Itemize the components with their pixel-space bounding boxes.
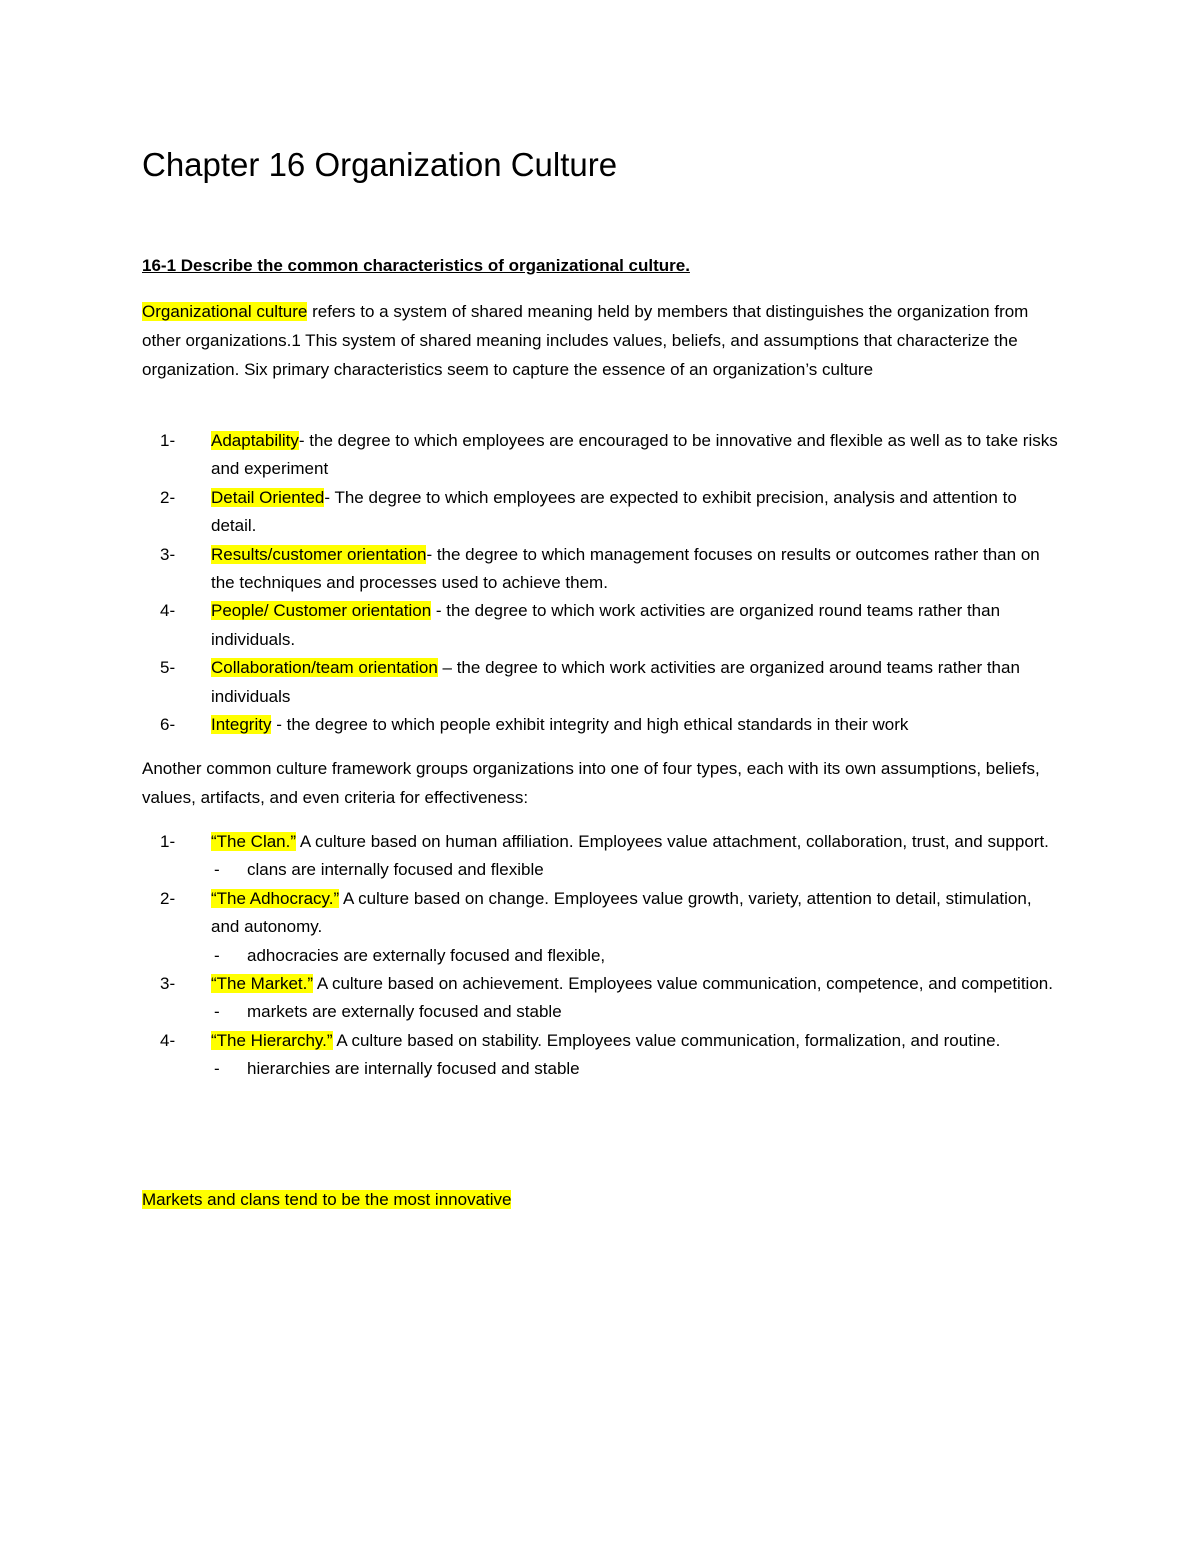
- list-item: [142, 597, 1062, 654]
- list-number: 3-: [160, 544, 176, 564]
- dash-marker: -: [214, 1002, 220, 1022]
- dash-marker: -: [214, 1059, 220, 1079]
- culture-types-list: [142, 828, 1062, 1084]
- item-description: - the degree to which people exhibit integrity and high ethical standards in their work: [271, 715, 909, 735]
- list-item: [142, 541, 1062, 598]
- highlighted-term: “The Market.”: [211, 974, 314, 994]
- dash-marker: -: [214, 860, 220, 880]
- list-number: 5-: [160, 658, 176, 678]
- characteristics-list: [142, 427, 1062, 739]
- item-description: - the degree to which work activities are organized round teams rather than individuals.: [211, 601, 1001, 649]
- list-number: 1-: [160, 431, 176, 450]
- item-description: - the degree to which management focuses on results or outcomes rather than on the techniques and processes used to achieve them.: [211, 544, 1040, 593]
- highlighted-term: Detail Oriented: [211, 487, 325, 507]
- list-item: [142, 654, 1062, 711]
- highlighted-term: Organizational culture: [142, 302, 308, 321]
- section-heading: 16-1 Describe the common characteristics of organizational culture.: [142, 256, 690, 275]
- item-description: A culture based on human affiliation. Employees value attachment, collaboration, trust, and support.: [296, 832, 1049, 851]
- list-number: 4-: [160, 1030, 176, 1050]
- final-note: [142, 1185, 1062, 1214]
- chapter-title: Chapter 16 Organization Culture: [142, 146, 618, 183]
- list-number: 3-: [160, 974, 176, 994]
- item-description: A culture based on stability. Employees value communication, formalization, and routine.: [332, 1030, 1001, 1050]
- sub-bullet-text: hierarchies are internally focused and stable: [247, 1059, 580, 1079]
- highlighted-term: “The Adhocracy.”: [211, 888, 340, 908]
- item-description: - The degree to which employees are expected to exhibit precision, analysis and attention to detail.: [211, 487, 1017, 536]
- highlighted-term: People/ Customer orientation: [211, 601, 432, 621]
- sub-bullet: [211, 998, 1062, 1026]
- list-item: [142, 1027, 1062, 1084]
- list-item: [142, 711, 1062, 739]
- sub-bullet: [211, 856, 1062, 884]
- intro-text: refers to a system of shared meaning held by members that distinguishes the organization from other organizations.1 This system of shared meaning includes values, beliefs, and assumptions that characterize the organization. Six primary characteristics seem to capture the essence of an organization’s culture: [142, 302, 1029, 379]
- item-description: - the degree to which employees are encouraged to be innovative and flexible as well as to take risks and experiment: [211, 431, 1058, 479]
- item-description: A culture based on change. Employees value growth, variety, attention to detail, stimulation, and autonomy.: [211, 888, 1032, 937]
- list-item: [142, 970, 1062, 1027]
- sub-bullet-text: adhocracies are externally focused and flexible,: [247, 945, 606, 965]
- highlighted-term: “The Hierarchy.”: [211, 1030, 333, 1050]
- framework-intro-paragraph: Another common culture framework groups organizations into one of four types, each with its own assumptions, beliefs, values, artifacts, and even criteria for effectiveness:: [142, 759, 1040, 807]
- list-item: [142, 885, 1062, 970]
- highlighted-term: Adaptability: [211, 431, 299, 450]
- intro-paragraph: [142, 297, 1062, 384]
- sub-bullet-text: clans are internally focused and flexible: [247, 860, 544, 880]
- list-number: 1-: [160, 832, 176, 851]
- item-description: – the degree to which work activities are organized around teams rather than individuals: [211, 658, 1020, 706]
- list-number: 2-: [160, 888, 176, 908]
- highlighted-term: Collaboration/team orientation: [211, 658, 438, 678]
- item-description: A culture based on achievement. Employees value communication, competence, and competition.: [313, 974, 1053, 994]
- list-number: 6-: [160, 715, 176, 735]
- highlighted-term: Integrity: [211, 715, 272, 735]
- highlighted-term: Results/customer orientation: [211, 544, 427, 564]
- dash-marker: -: [214, 945, 220, 965]
- sub-bullet: [211, 942, 1062, 970]
- list-item: [142, 828, 1062, 885]
- list-item: [142, 484, 1062, 541]
- list-item: [142, 427, 1062, 484]
- sub-bullet: [211, 1055, 1062, 1083]
- highlighted-conclusion: Markets and clans tend to be the most innovative: [142, 1190, 512, 1209]
- sub-bullet-text: markets are externally focused and stable: [247, 1002, 562, 1022]
- list-number: 4-: [160, 601, 176, 621]
- highlighted-term: “The Clan.”: [211, 832, 297, 851]
- list-number: 2-: [160, 487, 176, 507]
